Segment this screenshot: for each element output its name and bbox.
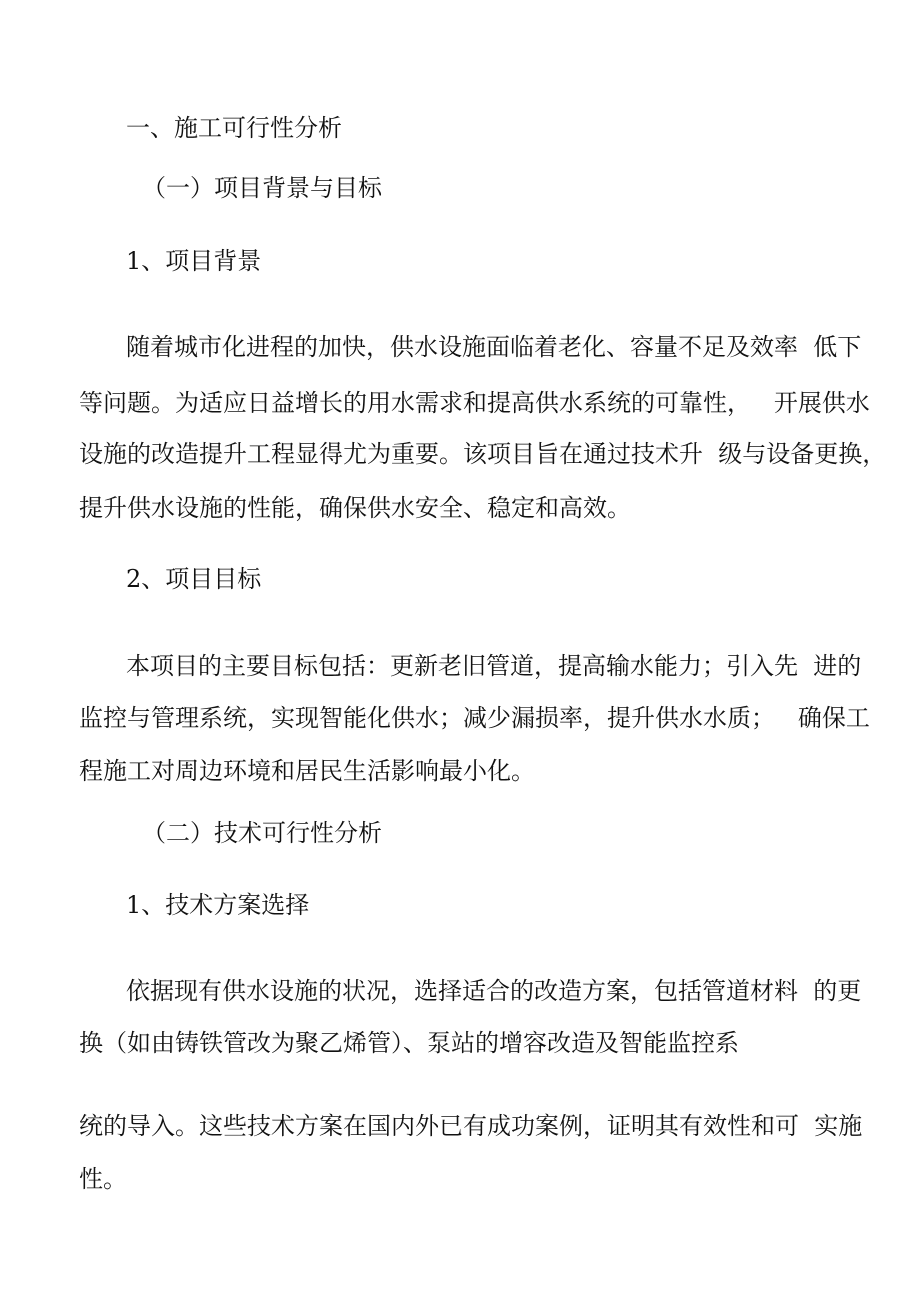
item-title-project-goals: 2、项目目标 <box>126 565 262 593</box>
section-title: 一、施工可行性分析 <box>126 114 342 142</box>
paragraph-line: 等问题。为适应日益增长的用水需求和提高供水系统的可靠性， 开展供水 <box>79 389 870 417</box>
paragraph-line: 换（如由铸铁管改为聚乙烯管）、泵站的增容改造及智能监控系 <box>79 1029 739 1057</box>
paragraph-line: 依据现有供水设施的状况，选择适合的改造方案，包括管道材料 的更 <box>126 977 862 1005</box>
paragraph-line: 随着城市化进程的加快，供水设施面临着老化、容量不足及效率 低下 <box>126 333 862 361</box>
paragraph-line: 设施的改造提升工程显得尤为重要。该项目旨在通过技术升 级与设备更换， <box>79 440 887 468</box>
item-title-technical-plan: 1、技术方案选择 <box>126 891 310 919</box>
subsection-title-1: （一）项目背景与目标 <box>142 174 382 202</box>
paragraph-line: 监控与管理系统，实现智能化供水；减少漏损率，提升供水水质； 确保工 <box>79 704 870 732</box>
paragraph-line: 提升供水设施的性能，确保供水安全、稳定和高效。 <box>79 494 631 522</box>
paragraph-line: 程施工对周边环境和居民生活影响最小化。 <box>79 757 535 785</box>
paragraph-line: 统的导入。这些技术方案在国内外已有成功案例，证明其有效性和可 实施 <box>79 1112 863 1140</box>
item-title-project-background: 1、项目背景 <box>126 247 262 275</box>
paragraph-line: 性。 <box>79 1165 127 1193</box>
paragraph-line: 本项目的主要目标包括：更新老旧管道，提高输水能力；引入先 进的 <box>126 652 862 680</box>
subsection-title-2: （二）技术可行性分析 <box>142 819 382 847</box>
